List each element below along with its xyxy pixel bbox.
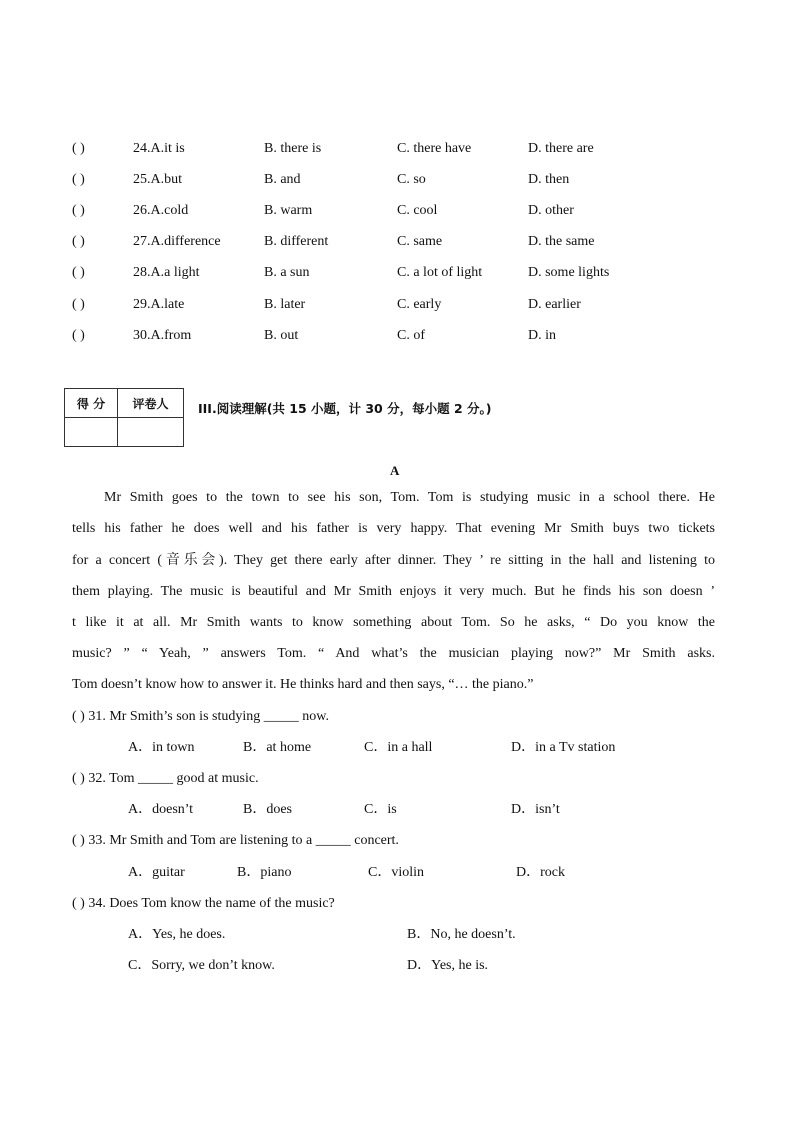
question-stem: ( ) 31. Mr Smith’s son is studying _____ now.	[72, 709, 329, 724]
question-stem: ( ) 34. Does Tom know the name of the music?	[72, 896, 335, 911]
option-b[interactable]: B．does	[243, 802, 292, 817]
option-a: 25.A.but	[133, 172, 182, 187]
option-a: 29.A.late	[133, 297, 185, 312]
option-c: C. early	[397, 297, 442, 312]
answer-blank[interactable]: ( )	[72, 265, 85, 280]
option-b: B. different	[264, 234, 329, 249]
option-c: C. cool	[397, 203, 438, 218]
option-b: B. a sun	[264, 265, 310, 280]
option-d[interactable]: D．Yes, he is.	[407, 958, 489, 973]
score-label: 得 分	[65, 389, 118, 418]
option-b[interactable]: B．at home	[243, 740, 312, 755]
option-c[interactable]: C．Sorry, we don’t know.	[128, 958, 275, 973]
option-a[interactable]: A．guitar	[128, 865, 185, 880]
option-c: C. so	[397, 172, 426, 187]
answer-blank[interactable]: ( )	[72, 234, 85, 249]
option-b: B. there is	[264, 141, 322, 156]
score-cell[interactable]	[65, 418, 118, 447]
option-a: 30.A.from	[133, 328, 192, 343]
grader-label: 评卷人	[118, 389, 184, 418]
passage-line: music? ” “ Yeah, ” answers Tom. “ And what’s the musician playing now?” Mr Smith asks.	[72, 646, 715, 661]
option-a[interactable]: A．in town	[128, 740, 195, 755]
score-table	[64, 388, 184, 447]
option-d: D. earlier	[528, 297, 581, 312]
option-c[interactable]: C．in a hall	[364, 740, 433, 755]
option-d: D. other	[528, 203, 574, 218]
option-a: 26.A.cold	[133, 203, 189, 218]
answer-blank[interactable]: ( )	[72, 141, 85, 156]
passage-line: tells his father he does well and his father is very happy. That evening Mr Smith buys two tickets	[72, 521, 715, 536]
option-c: C. same	[397, 234, 443, 249]
option-a: 27.A.difference	[133, 234, 221, 249]
option-c: C. of	[397, 328, 425, 343]
passage-line: for a concert (音乐会). They get there early after dinner. They ’ re sitting in the hall and listening to	[72, 553, 715, 568]
answer-blank[interactable]: ( )	[72, 297, 85, 312]
option-a[interactable]: A．Yes, he does.	[128, 927, 226, 942]
passage-line: Tom doesn’t know how to answer it. He thinks hard and then says, “… the piano.”	[72, 677, 534, 692]
option-d[interactable]: D．isn’t	[511, 802, 560, 817]
answer-blank[interactable]: ( )	[72, 172, 85, 187]
passage-line: Mr Smith goes to the town to see his son, Tom. Tom is studying music in a school there. He	[104, 490, 715, 505]
option-b[interactable]: B．piano	[237, 865, 292, 880]
option-c[interactable]: C．violin	[368, 865, 425, 880]
option-a[interactable]: A．doesn’t	[128, 802, 194, 817]
option-d: D. there are	[528, 141, 594, 156]
option-d: D. the same	[528, 234, 595, 249]
passage-line: t like it at all. Mr Smith wants to know something about Tom. So he asks, “ Do you know the	[72, 615, 715, 630]
option-d[interactable]: D．in a Tv station	[511, 740, 616, 755]
passage-line: them playing. The music is beautiful and Mr Smith enjoys it very much. But he finds his son doesn ’	[72, 584, 715, 599]
option-a: 24.A.it is	[133, 141, 185, 156]
option-c: C. a lot of light	[397, 265, 483, 280]
option-a: 28.A.a light	[133, 265, 200, 280]
option-d: D. then	[528, 172, 570, 187]
option-d: D. some lights	[528, 265, 610, 280]
grader-cell[interactable]	[118, 418, 184, 447]
section-title: III.阅读理解(共 15 小题，计 30 分，每小题 2 分。)	[198, 401, 492, 416]
passage-title: A	[390, 463, 400, 478]
question-stem: ( ) 32. Tom _____ good at music.	[72, 771, 259, 786]
option-b: B. out	[264, 328, 299, 343]
option-b: B. later	[264, 297, 306, 312]
option-d[interactable]: D．rock	[516, 865, 565, 880]
option-c: C. there have	[397, 141, 472, 156]
option-c[interactable]: C．is	[364, 802, 397, 817]
answer-blank[interactable]: ( )	[72, 328, 85, 343]
option-b[interactable]: B．No, he doesn’t.	[407, 927, 516, 942]
option-b: B. and	[264, 172, 301, 187]
question-stem: ( ) 33. Mr Smith and Tom are listening to a _____ concert.	[72, 833, 399, 848]
option-b: B. warm	[264, 203, 313, 218]
option-d: D. in	[528, 328, 556, 343]
answer-blank[interactable]: ( )	[72, 203, 85, 218]
